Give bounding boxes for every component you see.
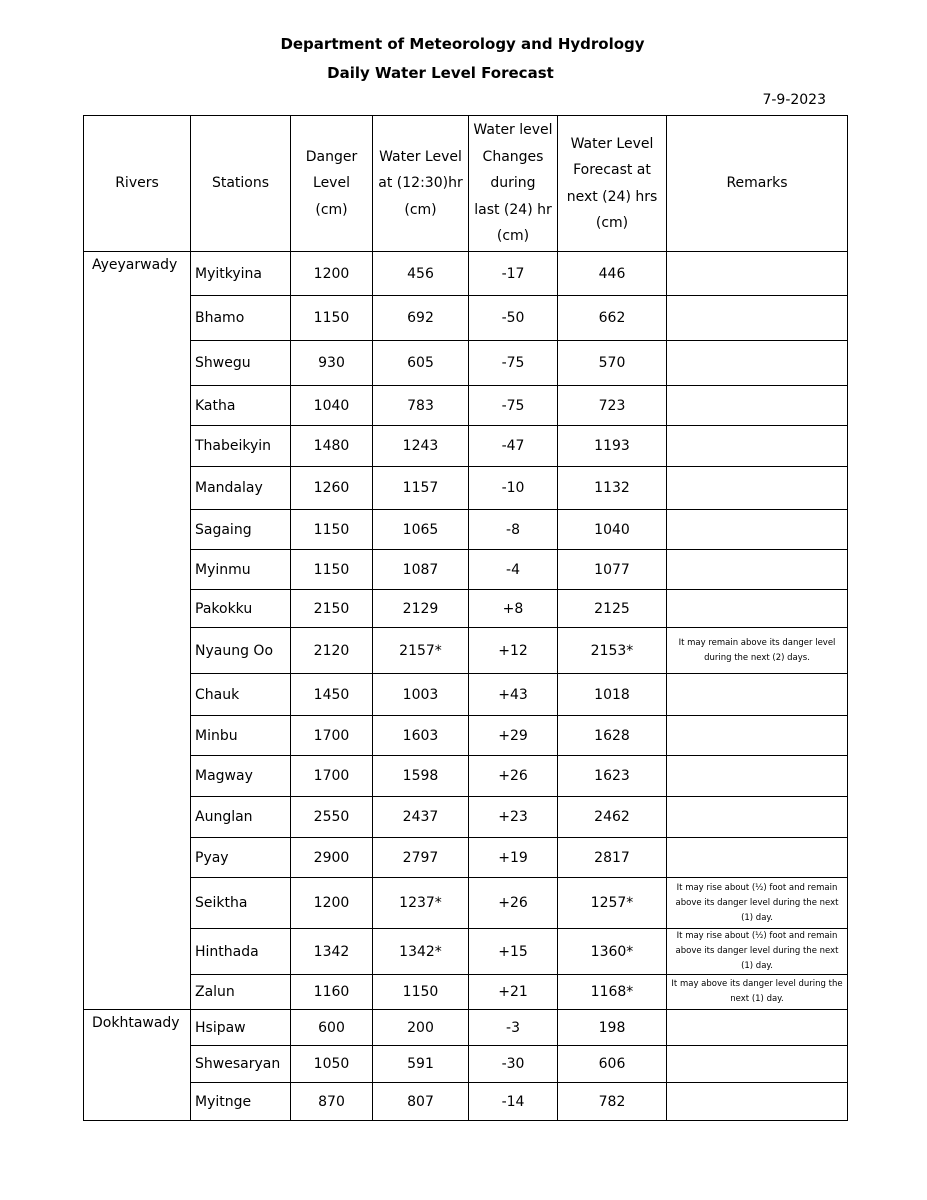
danger-level-cell: 930 <box>291 341 373 386</box>
danger-level-cell: 1160 <box>291 975 373 1010</box>
table-row <box>84 929 848 975</box>
water-level-cell: 2157* <box>373 628 469 674</box>
table-row <box>84 716 848 756</box>
station-cell: Nyaung Oo <box>191 628 291 674</box>
header-line: Water Level <box>570 135 654 152</box>
header-danger-level <box>291 116 373 252</box>
water-level-change-cell: +19 <box>469 838 558 878</box>
water-level-change-cell: +8 <box>469 590 558 628</box>
water-level-change-cell: -47 <box>469 426 558 467</box>
remarks-cell <box>667 550 848 590</box>
remarks-cell: It may above its danger level during the next (1) day. <box>667 975 848 1010</box>
forecast-cell: 2153* <box>558 628 667 674</box>
water-level-change-cell: +23 <box>469 797 558 838</box>
table-row <box>84 838 848 878</box>
water-level-table <box>83 115 848 1121</box>
table-row <box>84 878 848 929</box>
danger-level-cell: 870 <box>291 1083 373 1121</box>
remarks-cell <box>667 386 848 426</box>
water-level-cell: 1237* <box>373 878 469 929</box>
forecast-cell: 2125 <box>558 590 667 628</box>
remarks-cell <box>667 590 848 628</box>
remarks-cell <box>667 510 848 550</box>
danger-level-cell: 1040 <box>291 386 373 426</box>
remarks-cell <box>667 341 848 386</box>
water-level-cell: 605 <box>373 341 469 386</box>
danger-level-cell: 1450 <box>291 674 373 716</box>
forecast-cell: 662 <box>558 296 667 341</box>
station-cell: Myitkyina <box>191 252 291 296</box>
remarks-cell <box>667 1046 848 1083</box>
table-row <box>84 510 848 550</box>
header-line: last (24) hr <box>474 201 552 218</box>
table-row <box>84 674 848 716</box>
water-level-cell: 456 <box>373 252 469 296</box>
station-cell: Myinmu <box>191 550 291 590</box>
table-row <box>84 426 848 467</box>
water-level-cell: 2797 <box>373 838 469 878</box>
header-line: Danger <box>305 148 358 165</box>
danger-level-cell: 1260 <box>291 467 373 510</box>
table-row <box>84 386 848 426</box>
header-line: Water Level <box>379 148 462 165</box>
remarks-cell: It may rise about (½) foot and remain above its danger level during the next (1) day. <box>667 878 848 929</box>
remarks-cell <box>667 756 848 797</box>
header-stations: Stations <box>191 116 291 252</box>
forecast-cell: 1623 <box>558 756 667 797</box>
header-line: next (24) hrs <box>566 188 658 205</box>
water-level-change-cell: -8 <box>469 510 558 550</box>
table-row <box>84 590 848 628</box>
river-name-cell: Ayeyarwady <box>84 252 191 1010</box>
water-level-change-cell: +15 <box>469 929 558 975</box>
remarks-cell <box>667 1010 848 1046</box>
remarks-cell <box>667 1083 848 1121</box>
water-level-cell: 1342* <box>373 929 469 975</box>
water-level-change-cell: +26 <box>469 756 558 797</box>
document-title: Department of Meteorology and Hydrology <box>280 35 645 53</box>
water-level-cell: 2129 <box>373 590 469 628</box>
water-level-cell: 591 <box>373 1046 469 1083</box>
header-line: (cm) <box>595 215 629 231</box>
water-level-cell: 1003 <box>373 674 469 716</box>
water-level-change-cell: -14 <box>469 1083 558 1121</box>
table-header-row <box>84 116 848 252</box>
station-cell: Sagaing <box>191 510 291 550</box>
station-cell: Myitnge <box>191 1083 291 1121</box>
station-cell: Chauk <box>191 674 291 716</box>
table-row <box>84 341 848 386</box>
danger-level-cell: 2550 <box>291 797 373 838</box>
header-line: Forecast at <box>573 162 651 178</box>
station-cell: Thabeikyin <box>191 426 291 467</box>
forecast-cell: 198 <box>558 1010 667 1046</box>
station-cell: Pakokku <box>191 590 291 628</box>
water-level-change-cell: +21 <box>469 975 558 1010</box>
station-cell: Magway <box>191 756 291 797</box>
station-cell: Shwesaryan <box>191 1046 291 1083</box>
danger-level-cell: 1200 <box>291 878 373 929</box>
table-row <box>84 1046 848 1083</box>
table-row <box>84 296 848 341</box>
forecast-cell: 2817 <box>558 838 667 878</box>
table-row <box>84 1083 848 1121</box>
document-subtitle: Daily Water Level Forecast <box>327 64 554 82</box>
remarks-cell <box>667 252 848 296</box>
danger-level-cell: 1700 <box>291 716 373 756</box>
remarks-cell <box>667 674 848 716</box>
remarks-cell <box>667 467 848 510</box>
table-row <box>84 975 848 1010</box>
water-level-cell: 1150 <box>373 975 469 1010</box>
danger-level-cell: 1700 <box>291 756 373 797</box>
forecast-cell: 1018 <box>558 674 667 716</box>
header-line: (cm) <box>496 228 530 245</box>
water-level-cell: 807 <box>373 1083 469 1121</box>
station-cell: Minbu <box>191 716 291 756</box>
water-level-cell: 1065 <box>373 510 469 550</box>
station-cell: Hsipaw <box>191 1010 291 1046</box>
forecast-cell: 723 <box>558 386 667 426</box>
remarks-cell <box>667 716 848 756</box>
forecast-cell: 1132 <box>558 467 667 510</box>
header-line: at (12:30)hr <box>378 175 463 192</box>
header-line: Level <box>313 175 350 192</box>
water-level-change-cell: +26 <box>469 878 558 929</box>
danger-level-cell: 1150 <box>291 550 373 590</box>
header-line: Changes <box>482 148 544 165</box>
station-cell: Pyay <box>191 838 291 878</box>
water-level-change-cell: -10 <box>469 467 558 510</box>
forecast-cell: 1257* <box>558 878 667 929</box>
station-cell: Aunglan <box>191 797 291 838</box>
danger-level-cell: 1342 <box>291 929 373 975</box>
header-rivers: Rivers <box>84 116 191 252</box>
header-water-level-forecast <box>558 116 667 252</box>
water-level-change-cell: -50 <box>469 296 558 341</box>
remarks-cell <box>667 426 848 467</box>
forecast-cell: 446 <box>558 252 667 296</box>
danger-level-cell: 1480 <box>291 426 373 467</box>
water-level-cell: 1087 <box>373 550 469 590</box>
table-row <box>84 628 848 674</box>
header-water-level-changes <box>469 116 558 252</box>
report-date: 7-9-2023 <box>762 92 826 108</box>
forecast-cell: 570 <box>558 341 667 386</box>
river-name-cell: Dokhtawady <box>84 1010 191 1121</box>
forecast-cell: 1360* <box>558 929 667 975</box>
forecast-cell: 1040 <box>558 510 667 550</box>
station-cell: Zalun <box>191 975 291 1010</box>
water-level-change-cell: -4 <box>469 550 558 590</box>
water-level-cell: 1243 <box>373 426 469 467</box>
remarks-cell <box>667 838 848 878</box>
table-row <box>84 467 848 510</box>
water-level-change-cell: +12 <box>469 628 558 674</box>
danger-level-cell: 2120 <box>291 628 373 674</box>
water-level-change-cell: -17 <box>469 252 558 296</box>
water-level-change-cell: -30 <box>469 1046 558 1083</box>
header-line: during <box>490 175 536 192</box>
water-level-change-cell: -75 <box>469 386 558 426</box>
danger-level-cell: 2150 <box>291 590 373 628</box>
header-line: (cm) <box>315 201 348 218</box>
station-cell: Katha <box>191 386 291 426</box>
water-level-cell: 1598 <box>373 756 469 797</box>
table-row <box>84 797 848 838</box>
header-line: (cm) <box>404 201 437 218</box>
header-remarks: Remarks <box>667 116 848 252</box>
station-cell: Hinthada <box>191 929 291 975</box>
danger-level-cell: 600 <box>291 1010 373 1046</box>
water-level-change-cell: +43 <box>469 674 558 716</box>
danger-level-cell: 1150 <box>291 296 373 341</box>
water-level-cell: 2437 <box>373 797 469 838</box>
water-level-change-cell: -75 <box>469 341 558 386</box>
forecast-cell: 606 <box>558 1046 667 1083</box>
water-level-cell: 1603 <box>373 716 469 756</box>
table-row <box>84 1010 848 1046</box>
station-cell: Seiktha <box>191 878 291 929</box>
forecast-cell: 1628 <box>558 716 667 756</box>
header-line: Water level <box>473 122 553 139</box>
forecast-cell: 782 <box>558 1083 667 1121</box>
water-level-change-cell: +29 <box>469 716 558 756</box>
water-level-cell: 783 <box>373 386 469 426</box>
danger-level-cell: 1150 <box>291 510 373 550</box>
table-row <box>84 550 848 590</box>
water-level-cell: 692 <box>373 296 469 341</box>
remarks-cell <box>667 797 848 838</box>
forecast-cell: 1168* <box>558 975 667 1010</box>
station-cell: Shwegu <box>191 341 291 386</box>
table-row <box>84 252 848 296</box>
header-water-level <box>373 116 469 252</box>
danger-level-cell: 2900 <box>291 838 373 878</box>
remarks-cell <box>667 296 848 341</box>
forecast-cell: 1193 <box>558 426 667 467</box>
forecast-cell: 1077 <box>558 550 667 590</box>
station-cell: Bhamo <box>191 296 291 341</box>
danger-level-cell: 1050 <box>291 1046 373 1083</box>
water-level-cell: 1157 <box>373 467 469 510</box>
danger-level-cell: 1200 <box>291 252 373 296</box>
remarks-cell: It may remain above its danger level during the next (2) days. <box>667 628 848 674</box>
station-cell: Mandalay <box>191 467 291 510</box>
water-level-change-cell: -3 <box>469 1010 558 1046</box>
forecast-cell: 2462 <box>558 797 667 838</box>
table-row <box>84 756 848 797</box>
remarks-cell: It may rise about (½) foot and remain above its danger level during the next (1) day. <box>667 929 848 975</box>
water-level-cell: 200 <box>373 1010 469 1046</box>
